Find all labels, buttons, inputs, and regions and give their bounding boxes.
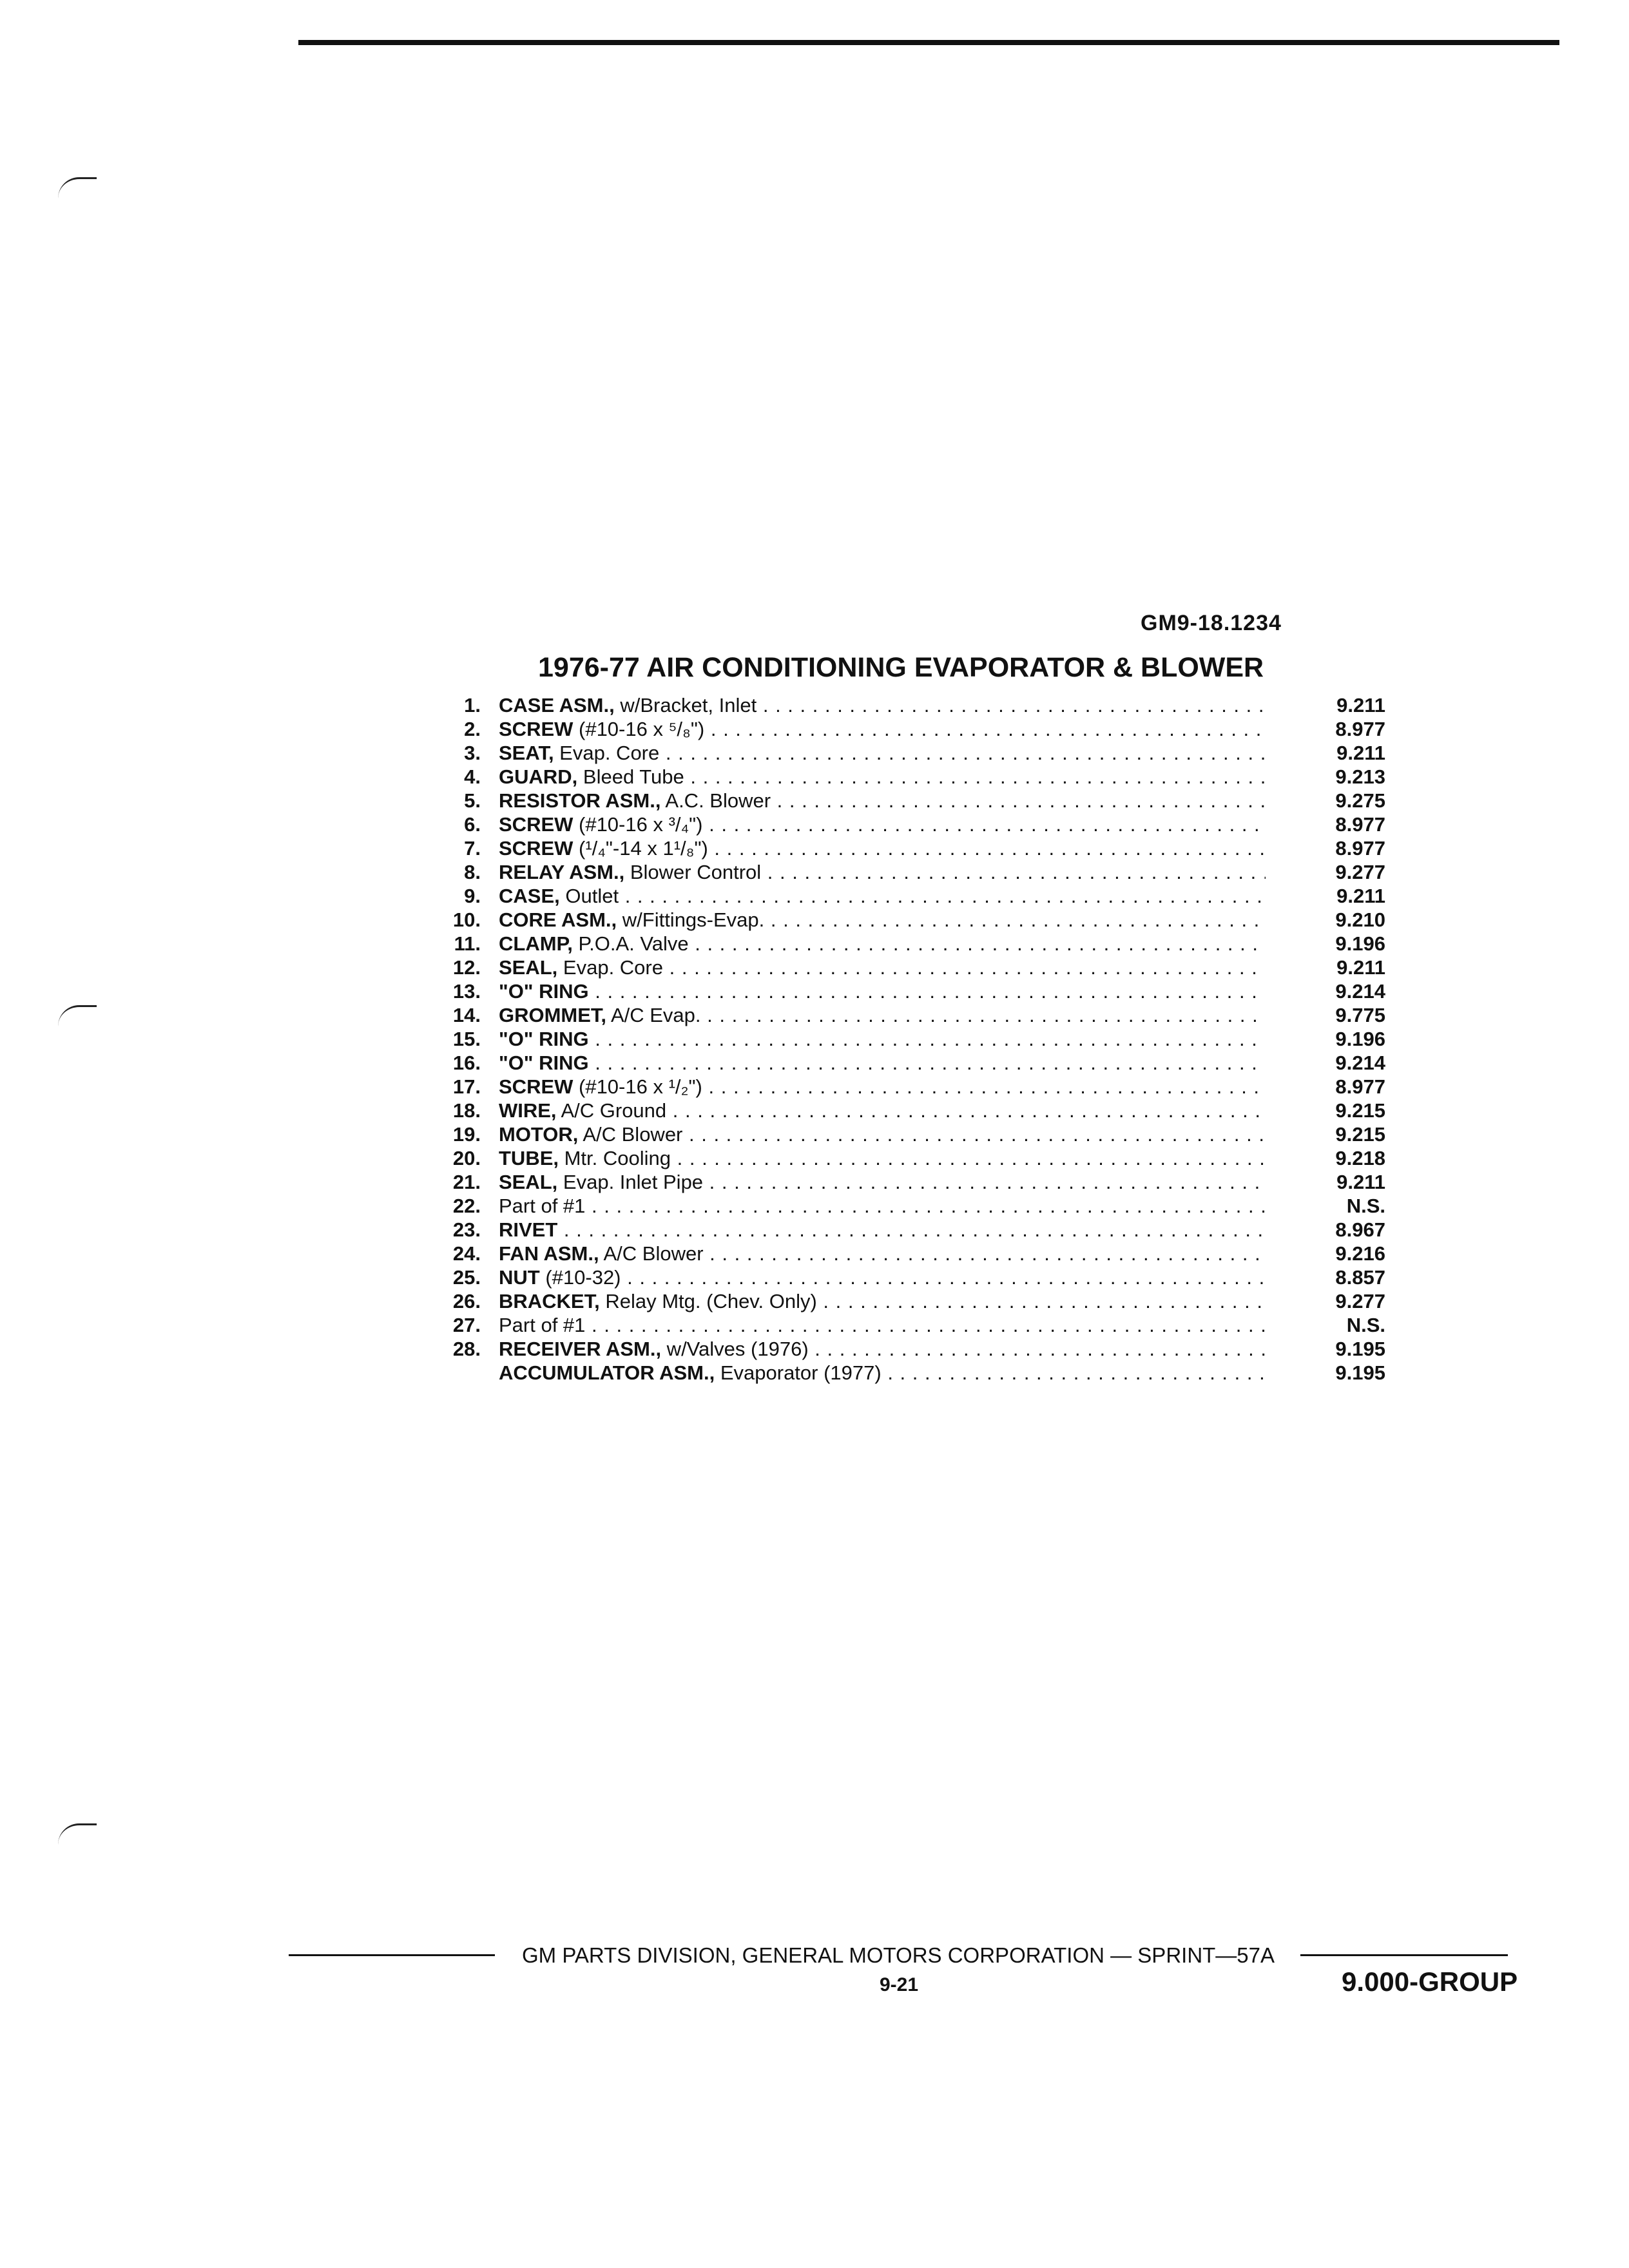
part-name: NUT <box>499 1266 540 1289</box>
part-name: SEAL, <box>499 956 558 979</box>
part-reference: 9.211 <box>1336 885 1385 907</box>
part-row <box>432 1027 1398 1051</box>
part-description <box>499 1337 1266 1361</box>
part-name: CORE ASM., <box>499 908 617 931</box>
part-name: SCREW <box>499 837 574 860</box>
part-number: 13. <box>452 980 481 1003</box>
part-reference: 9.211 <box>1336 694 1385 716</box>
part-name: RESISTOR ASM., <box>499 789 661 812</box>
part-number: 24. <box>452 1242 481 1265</box>
part-reference: 9.214 <box>1335 1052 1385 1074</box>
part-reference: N.S. <box>1346 1195 1385 1217</box>
part-reference: 9.215 <box>1335 1099 1385 1122</box>
part-detail: (¹/₄"-14 x 1¹/₈") <box>573 837 708 860</box>
part-description <box>499 1313 1266 1337</box>
part-row <box>432 1051 1398 1075</box>
part-description <box>499 956 1266 979</box>
part-detail: A/C Blower <box>578 1123 683 1146</box>
binder-hole-mark-top <box>58 177 97 198</box>
part-number: 4. <box>464 765 481 788</box>
part-reference: 9.277 <box>1335 1290 1385 1312</box>
part-name: ACCUMULATOR ASM., <box>499 1361 715 1384</box>
part-detail: A.C. Blower <box>660 789 771 812</box>
part-name: RELAY ASM., <box>499 861 625 883</box>
part-reference: 9.213 <box>1335 765 1385 788</box>
part-detail: Outlet <box>559 885 619 907</box>
part-detail: P.O.A. Valve <box>572 932 689 955</box>
part-description <box>499 1027 1266 1051</box>
part-detail: Relay Mtg. (Chev. Only) <box>599 1290 817 1312</box>
part-name: "O" RING <box>499 1052 589 1074</box>
part-name: SEAT, <box>499 742 554 764</box>
part-reference: 8.977 <box>1335 1075 1385 1098</box>
part-name: "O" RING <box>499 1028 589 1050</box>
part-reference: 8.977 <box>1335 718 1385 740</box>
part-reference: 9.196 <box>1335 1028 1385 1050</box>
part-row <box>432 693 1398 717</box>
part-detail: Blower Control <box>624 861 762 883</box>
part-row <box>432 860 1398 884</box>
part-number: 14. <box>452 1004 481 1026</box>
part-reference: 9.210 <box>1335 908 1385 931</box>
part-name: SCREW <box>499 1075 574 1098</box>
part-description <box>499 765 1266 789</box>
part-detail: (#10-16 x ³/₄") <box>573 813 703 836</box>
part-description <box>499 1003 1266 1027</box>
part-reference: 9.211 <box>1336 1171 1385 1193</box>
part-number: 23. <box>452 1218 481 1241</box>
part-description <box>499 717 1266 741</box>
part-row <box>432 1242 1398 1265</box>
part-number: 25. <box>452 1266 481 1289</box>
part-row <box>432 1075 1398 1099</box>
part-row <box>432 1099 1398 1122</box>
part-row <box>432 956 1398 979</box>
part-number: 3. <box>464 742 481 764</box>
part-reference: 8.977 <box>1335 837 1385 860</box>
part-row <box>432 932 1398 956</box>
footer-rule-right <box>1300 1954 1508 1956</box>
part-description <box>499 1289 1266 1313</box>
part-detail: w/Valves (1976) <box>661 1338 809 1360</box>
part-name: RIVET <box>499 1218 558 1241</box>
part-detail: w/Fittings-Evap. <box>617 908 765 931</box>
part-description <box>499 1051 1266 1075</box>
part-row <box>432 1146 1398 1170</box>
part-row <box>432 884 1398 908</box>
part-row <box>432 979 1398 1003</box>
part-name: CASE ASM., <box>499 694 615 716</box>
part-row <box>432 765 1398 789</box>
part-description <box>499 932 1266 956</box>
part-number: 17. <box>452 1075 481 1098</box>
part-reference: 9.775 <box>1335 1004 1385 1026</box>
part-reference: 9.216 <box>1335 1242 1385 1265</box>
parts-list <box>432 693 1398 1385</box>
part-description <box>499 1146 1266 1170</box>
part-number: 2. <box>464 718 481 740</box>
part-detail: Part of #1 <box>499 1314 586 1336</box>
part-number: 12. <box>452 956 481 979</box>
part-description <box>499 1242 1266 1265</box>
part-row <box>432 789 1398 812</box>
part-row <box>432 812 1398 836</box>
part-number: 10. <box>452 908 481 931</box>
part-name: GUARD, <box>499 765 578 788</box>
part-number: 1. <box>464 694 481 716</box>
part-detail: Evap. Inlet Pipe <box>557 1171 704 1193</box>
footer-rule-left <box>289 1954 495 1956</box>
part-number: 16. <box>452 1052 481 1074</box>
part-row <box>432 717 1398 741</box>
part-detail: (#10-32) <box>539 1266 621 1289</box>
part-row <box>432 741 1398 765</box>
part-detail: Mtr. Cooling <box>559 1147 671 1169</box>
page-number: 9-21 <box>880 1974 919 1995</box>
part-row <box>432 1265 1398 1289</box>
part-description <box>499 1122 1266 1146</box>
part-name: BRACKET, <box>499 1290 600 1312</box>
top-rule <box>298 40 1559 45</box>
part-description <box>499 1265 1266 1289</box>
part-number: 19. <box>452 1123 481 1146</box>
part-number: 5. <box>464 789 481 812</box>
part-description <box>499 741 1266 765</box>
part-detail: Part of #1 <box>499 1195 586 1217</box>
part-number: 21. <box>452 1171 481 1193</box>
part-row <box>432 1122 1398 1146</box>
part-description <box>499 1170 1266 1194</box>
part-row <box>432 1313 1398 1337</box>
part-reference: 8.967 <box>1335 1218 1385 1241</box>
part-row <box>432 1218 1398 1242</box>
part-number: 20. <box>452 1147 481 1169</box>
part-description <box>499 1099 1266 1122</box>
part-description <box>499 812 1266 836</box>
part-name: GROMMET, <box>499 1004 607 1026</box>
part-description <box>499 1075 1266 1099</box>
part-description <box>499 908 1266 932</box>
part-row <box>432 1289 1398 1313</box>
part-number: 18. <box>452 1099 481 1122</box>
part-description <box>499 693 1266 717</box>
part-reference: 9.211 <box>1336 956 1385 979</box>
part-reference: 9.195 <box>1335 1338 1385 1360</box>
part-name: WIRE, <box>499 1099 557 1122</box>
part-reference: 9.196 <box>1335 932 1385 955</box>
part-number: 27. <box>452 1314 481 1336</box>
part-row <box>432 1194 1398 1218</box>
part-reference: 8.857 <box>1335 1266 1385 1289</box>
part-description <box>499 1361 1266 1385</box>
footer-text: GM PARTS DIVISION, GENERAL MOTORS CORPORATION — SPRINT—57A <box>522 1943 1275 1967</box>
part-detail: w/Bracket, Inlet <box>614 694 757 716</box>
part-row <box>432 1170 1398 1194</box>
part-name: TUBE, <box>499 1147 559 1169</box>
part-number: 8. <box>464 861 481 883</box>
part-description <box>499 836 1266 860</box>
part-description <box>499 789 1266 812</box>
part-description <box>499 1194 1266 1218</box>
part-number: 26. <box>452 1290 481 1312</box>
part-detail: A/C Blower <box>599 1242 704 1265</box>
document-code: GM9-18.1234 <box>1141 611 1282 635</box>
part-reference: 9.215 <box>1335 1123 1385 1146</box>
part-detail: Evap. Core <box>557 956 663 979</box>
part-name: CLAMP, <box>499 932 573 955</box>
part-detail: Bleed Tube <box>577 765 684 788</box>
part-name: RECEIVER ASM., <box>499 1338 662 1360</box>
binder-hole-mark-bottom <box>58 1823 97 1845</box>
part-description <box>499 860 1266 884</box>
part-reference: 9.214 <box>1335 980 1385 1003</box>
part-reference: 9.211 <box>1336 742 1385 764</box>
part-name: SEAL, <box>499 1171 558 1193</box>
part-description <box>499 884 1266 908</box>
part-row <box>432 1337 1398 1361</box>
binder-hole-mark-middle <box>58 1005 97 1026</box>
part-name: CASE, <box>499 885 560 907</box>
part-row <box>432 1361 1398 1385</box>
part-name: FAN ASM., <box>499 1242 599 1265</box>
part-name: "O" RING <box>499 980 589 1003</box>
part-name: MOTOR, <box>499 1123 579 1146</box>
part-number: 9. <box>464 885 481 907</box>
part-reference: 9.218 <box>1335 1147 1385 1169</box>
part-row <box>432 836 1398 860</box>
part-detail: Evaporator (1977) <box>715 1361 882 1384</box>
part-reference: N.S. <box>1346 1314 1385 1336</box>
group-label: 9.000-GROUP <box>1342 1966 1518 1997</box>
part-number: 15. <box>452 1028 481 1050</box>
page-title: 1976-77 AIR CONDITIONING EVAPORATOR & BLOWER <box>538 652 1264 683</box>
part-detail: Evap. Core <box>554 742 660 764</box>
part-reference: 8.977 <box>1335 813 1385 836</box>
part-name: SCREW <box>499 718 574 740</box>
part-reference: 9.195 <box>1335 1361 1385 1384</box>
part-number: 7. <box>464 837 481 860</box>
part-number: 28. <box>452 1338 481 1360</box>
part-detail: (#10-16 x ⁵/₈") <box>573 718 705 740</box>
part-reference: 9.275 <box>1335 789 1385 812</box>
part-number: 22. <box>452 1195 481 1217</box>
part-reference: 9.277 <box>1335 861 1385 883</box>
part-description <box>499 1218 1266 1242</box>
part-description <box>499 979 1266 1003</box>
part-detail: A/C Ground <box>556 1099 667 1122</box>
part-number: 11. <box>454 932 481 955</box>
part-row <box>432 908 1398 932</box>
part-detail: A/C Evap. <box>606 1004 701 1026</box>
part-row <box>432 1003 1398 1027</box>
part-name: SCREW <box>499 813 574 836</box>
part-number: 6. <box>464 813 481 836</box>
part-detail: (#10-16 x ¹/₂") <box>573 1075 702 1098</box>
